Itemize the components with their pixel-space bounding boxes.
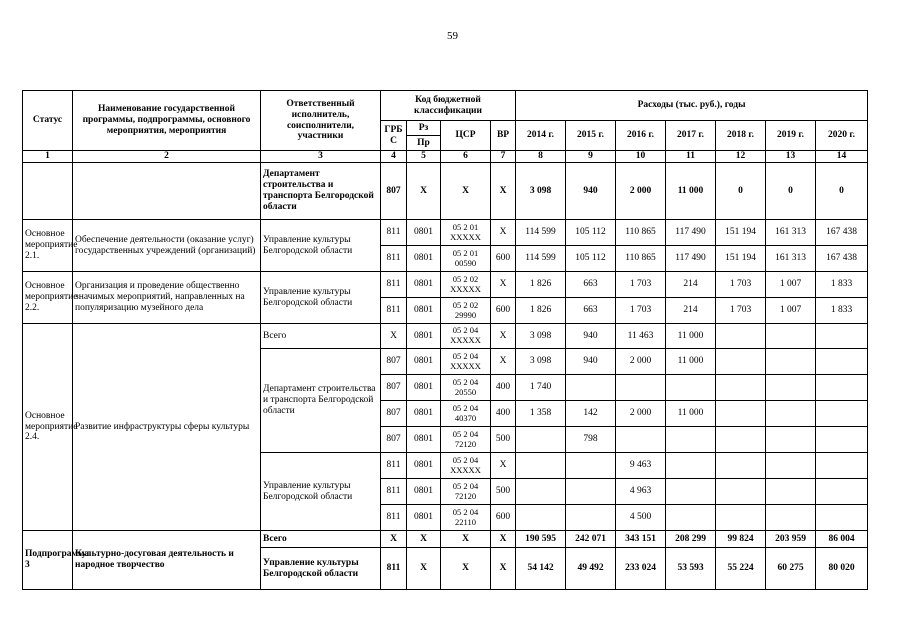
value-cell (666, 505, 716, 531)
value-cell: 2 000 (616, 349, 666, 375)
executor-cell: Департамент строительства и транспорта Белгородской области (261, 163, 381, 220)
value-cell: 1 826 (516, 298, 566, 324)
value-cell: 214 (666, 298, 716, 324)
vr-cell: 500 (491, 479, 516, 505)
grbs-cell: 811 (381, 298, 407, 324)
value-cell: 86 004 (816, 531, 868, 548)
value-cell: 11 000 (666, 163, 716, 220)
status-cell: Основное мероприятие 2.4. (23, 324, 73, 531)
value-cell: 117 490 (666, 246, 716, 272)
col-number: 1 (23, 151, 73, 163)
value-cell (766, 427, 816, 453)
value-cell: 54 142 (516, 548, 566, 590)
value-cell (766, 349, 816, 375)
value-cell: 1 703 (616, 272, 666, 298)
value-cell (716, 401, 766, 427)
header-grbs: ГРБ С (381, 121, 407, 151)
grbs-cell: 807 (381, 349, 407, 375)
value-cell: 1 703 (716, 298, 766, 324)
value-cell (816, 479, 868, 505)
value-cell: 114 599 (516, 246, 566, 272)
value-cell (766, 453, 816, 479)
value-cell: 940 (566, 349, 616, 375)
value-cell: 167 438 (816, 246, 868, 272)
col-number: 10 (616, 151, 666, 163)
value-cell: 99 824 (716, 531, 766, 548)
executor-cell: Всего (261, 324, 381, 349)
header-executor: Ответственный исполнитель, соисполнители, участники (261, 91, 381, 151)
value-cell: 2 000 (616, 163, 666, 220)
vr-cell: 500 (491, 427, 516, 453)
executor-cell: Управление культуры Белгородской области (261, 453, 381, 531)
value-cell: 798 (566, 427, 616, 453)
value-cell (516, 453, 566, 479)
vr-cell: 600 (491, 246, 516, 272)
rzpr-cell: 0801 (407, 427, 441, 453)
value-cell: 190 595 (516, 531, 566, 548)
grbs-cell: 807 (381, 163, 407, 220)
grbs-cell: 811 (381, 453, 407, 479)
value-cell: 4 963 (616, 479, 666, 505)
value-cell: 151 194 (716, 220, 766, 246)
header-year: 2015 г. (566, 121, 616, 151)
vr-cell: 600 (491, 505, 516, 531)
col-number: 2 (73, 151, 261, 163)
value-cell: 1 703 (716, 272, 766, 298)
vr-cell: X (491, 453, 516, 479)
header-expenses: Расходы (тыс. руб.), годы (516, 91, 868, 121)
value-cell: 3 098 (516, 349, 566, 375)
value-cell: 233 024 (616, 548, 666, 590)
value-cell (716, 324, 766, 349)
header-year: 2017 г. (666, 121, 716, 151)
value-cell: 11 463 (616, 324, 666, 349)
value-cell (766, 324, 816, 349)
table-row (23, 220, 868, 246)
value-cell (616, 375, 666, 401)
rzpr-cell: 0801 (407, 479, 441, 505)
header-vr: ВР (491, 121, 516, 151)
col-number: 11 (666, 151, 716, 163)
value-cell (766, 505, 816, 531)
rzpr-cell: 0801 (407, 246, 441, 272)
value-cell (716, 453, 766, 479)
value-cell: 161 313 (766, 220, 816, 246)
csr-cell: 05 2 01 XXXXX (441, 220, 491, 246)
csr-cell: 05 2 04 40370 (441, 401, 491, 427)
value-cell: 663 (566, 272, 616, 298)
value-cell (716, 375, 766, 401)
grbs-cell: 811 (381, 548, 407, 590)
value-cell: 3 098 (516, 324, 566, 349)
vr-cell: X (491, 349, 516, 375)
grbs-cell: 811 (381, 479, 407, 505)
name-cell: Обеспечение деятельности (оказание услуг) государственных учреждений (организаций) (73, 220, 261, 272)
value-cell (516, 479, 566, 505)
value-cell (566, 375, 616, 401)
value-cell: 151 194 (716, 246, 766, 272)
value-cell (666, 453, 716, 479)
value-cell: 242 071 (566, 531, 616, 548)
value-cell (816, 324, 868, 349)
value-cell (716, 349, 766, 375)
vr-cell: X (491, 272, 516, 298)
value-cell: 110 865 (616, 220, 666, 246)
header-name: Наименование государственной программы, подпрограммы, основного мероприятия, мероприятия (73, 91, 261, 151)
value-cell (816, 349, 868, 375)
value-cell: 3 098 (516, 163, 566, 220)
vr-cell: X (491, 548, 516, 590)
value-cell (816, 505, 868, 531)
value-cell (666, 375, 716, 401)
csr-cell: X (441, 531, 491, 548)
value-cell: 203 959 (766, 531, 816, 548)
csr-cell: 05 2 01 00590 (441, 246, 491, 272)
rzpr-cell: X (407, 163, 441, 220)
value-cell (716, 479, 766, 505)
header-rz: Рз (407, 121, 441, 136)
page-number: 59 (447, 30, 458, 42)
rzpr-cell: 0801 (407, 324, 441, 349)
header-year: 2019 г. (766, 121, 816, 151)
grbs-cell: 807 (381, 427, 407, 453)
status-cell: Основное мероприятие 2.2. (23, 272, 73, 324)
header-status: Статус (23, 91, 73, 151)
value-cell (516, 505, 566, 531)
col-number: 8 (516, 151, 566, 163)
value-cell: 11 000 (666, 401, 716, 427)
value-cell: 1 358 (516, 401, 566, 427)
vr-cell: X (491, 163, 516, 220)
value-cell (566, 453, 616, 479)
header-year: 2020 г. (816, 121, 868, 151)
col-number: 14 (816, 151, 868, 163)
executor-cell: Управление культуры Белгородской области (261, 548, 381, 590)
grbs-cell: 807 (381, 375, 407, 401)
status-cell: Основное мероприятие 2.1. (23, 220, 73, 272)
value-cell: 940 (566, 324, 616, 349)
csr-cell: 05 2 02 29990 (441, 298, 491, 324)
value-cell: 80 020 (816, 548, 868, 590)
name-cell: Развитие инфраструктуры сферы культуры (73, 324, 261, 531)
vr-cell: X (491, 531, 516, 548)
grbs-cell: X (381, 531, 407, 548)
grbs-cell: 807 (381, 401, 407, 427)
rzpr-cell: 0801 (407, 349, 441, 375)
name-cell: Культурно-досуговая деятельность и народное творчество (73, 531, 261, 590)
vr-cell: 400 (491, 375, 516, 401)
csr-cell: 05 2 04 XXXXX (441, 349, 491, 375)
value-cell (766, 479, 816, 505)
rzpr-cell: 0801 (407, 453, 441, 479)
value-cell (766, 401, 816, 427)
value-cell: 1 833 (816, 272, 868, 298)
value-cell: 105 112 (566, 246, 616, 272)
csr-cell: 05 2 02 XXXXX (441, 272, 491, 298)
grbs-cell: X (381, 324, 407, 349)
value-cell (816, 453, 868, 479)
header-year: 2016 г. (616, 121, 666, 151)
grbs-cell: 811 (381, 505, 407, 531)
csr-cell: X (441, 163, 491, 220)
value-cell: 53 593 (666, 548, 716, 590)
col-number: 4 (381, 151, 407, 163)
value-cell: 1 826 (516, 272, 566, 298)
value-cell (716, 427, 766, 453)
value-cell (816, 427, 868, 453)
rzpr-cell: 0801 (407, 220, 441, 246)
value-cell (766, 375, 816, 401)
value-cell: 105 112 (566, 220, 616, 246)
col-number: 12 (716, 151, 766, 163)
header-csr: ЦСР (441, 121, 491, 151)
col-number: 13 (766, 151, 816, 163)
value-cell: 0 (716, 163, 766, 220)
value-cell: 1 833 (816, 298, 868, 324)
value-cell: 49 492 (566, 548, 616, 590)
table-row (23, 163, 868, 220)
value-cell (816, 401, 868, 427)
value-cell: 60 275 (766, 548, 816, 590)
executor-cell: Управление культуры Белгородской области (261, 220, 381, 272)
value-cell (616, 427, 666, 453)
csr-cell: 05 2 04 20550 (441, 375, 491, 401)
header-budget-code: Код бюджетной классификации (381, 91, 516, 121)
value-cell: 1 703 (616, 298, 666, 324)
value-cell: 208 299 (666, 531, 716, 548)
budget-table (22, 90, 868, 590)
col-number: 6 (441, 151, 491, 163)
rzpr-cell: 0801 (407, 272, 441, 298)
executor-cell: Управление культуры Белгородской области (261, 272, 381, 324)
value-cell: 1 007 (766, 298, 816, 324)
vr-cell: X (491, 220, 516, 246)
value-cell: 663 (566, 298, 616, 324)
csr-cell: X (441, 548, 491, 590)
value-cell (666, 479, 716, 505)
value-cell: 0 (766, 163, 816, 220)
grbs-cell: 811 (381, 272, 407, 298)
value-cell: 940 (566, 163, 616, 220)
executor-cell: Всего (261, 531, 381, 548)
value-cell: 0 (816, 163, 868, 220)
rzpr-cell: 0801 (407, 375, 441, 401)
name-cell (73, 163, 261, 220)
table-row (23, 324, 868, 349)
table-row (23, 272, 868, 298)
csr-cell: 05 2 04 72120 (441, 479, 491, 505)
value-cell (566, 479, 616, 505)
value-cell (666, 427, 716, 453)
value-cell: 4 500 (616, 505, 666, 531)
value-cell: 117 490 (666, 220, 716, 246)
value-cell: 9 463 (616, 453, 666, 479)
csr-cell: 05 2 04 XXXXX (441, 324, 491, 349)
value-cell: 2 000 (616, 401, 666, 427)
csr-cell: 05 2 04 XXXXX (441, 453, 491, 479)
header-year: 2014 г. (516, 121, 566, 151)
csr-cell: 05 2 04 72120 (441, 427, 491, 453)
value-cell (816, 375, 868, 401)
executor-cell: Департамент строительства и транспорта Белгородской области (261, 349, 381, 453)
col-number: 5 (407, 151, 441, 163)
value-cell: 167 438 (816, 220, 868, 246)
value-cell (716, 505, 766, 531)
grbs-cell: 811 (381, 246, 407, 272)
value-cell: 214 (666, 272, 716, 298)
name-cell: Организация и проведение общественно значимых мероприятий, направленных на популяризацию музейного дела (73, 272, 261, 324)
rzpr-cell: X (407, 531, 441, 548)
value-cell: 343 151 (616, 531, 666, 548)
header-year: 2018 г. (716, 121, 766, 151)
vr-cell: 400 (491, 401, 516, 427)
status-cell: Подпрограмма 3 (23, 531, 73, 590)
value-cell: 11 000 (666, 349, 716, 375)
header-pr: Пр (407, 136, 441, 151)
value-cell: 1 740 (516, 375, 566, 401)
value-cell: 110 865 (616, 246, 666, 272)
value-cell (566, 505, 616, 531)
value-cell: 161 313 (766, 246, 816, 272)
col-number: 3 (261, 151, 381, 163)
rzpr-cell: X (407, 548, 441, 590)
value-cell (516, 427, 566, 453)
value-cell: 11 000 (666, 324, 716, 349)
col-number: 7 (491, 151, 516, 163)
rzpr-cell: 0801 (407, 505, 441, 531)
rzpr-cell: 0801 (407, 401, 441, 427)
vr-cell: X (491, 324, 516, 349)
grbs-cell: 811 (381, 220, 407, 246)
value-cell: 142 (566, 401, 616, 427)
rzpr-cell: 0801 (407, 298, 441, 324)
vr-cell: 600 (491, 298, 516, 324)
status-cell (23, 163, 73, 220)
col-number: 9 (566, 151, 616, 163)
value-cell: 55 224 (716, 548, 766, 590)
csr-cell: 05 2 04 22110 (441, 505, 491, 531)
table-row (23, 531, 868, 548)
value-cell: 114 599 (516, 220, 566, 246)
value-cell: 1 007 (766, 272, 816, 298)
